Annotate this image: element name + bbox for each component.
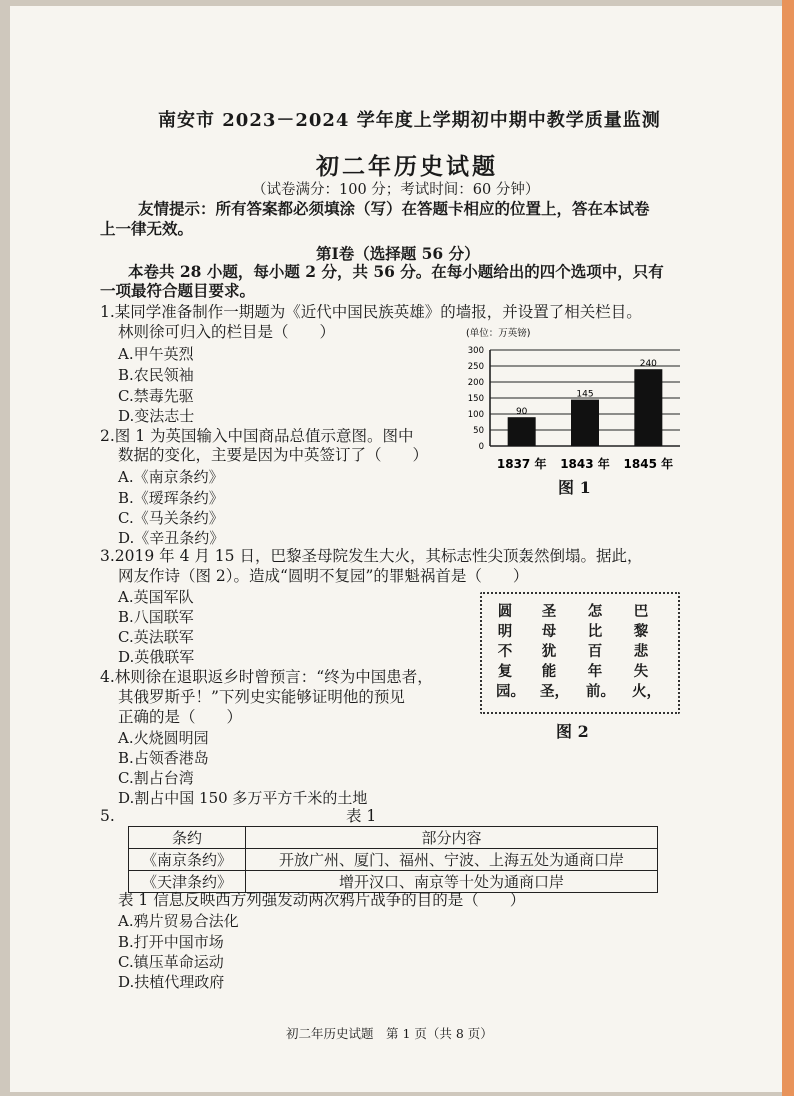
table-header-treaty: 条约 xyxy=(129,827,246,849)
table-cell: 《南京条约》 xyxy=(129,849,246,871)
table-cell: 增开汉口、南京等十处为通商口岸 xyxy=(246,871,658,893)
q3-option-c: C.英法联军 xyxy=(118,628,194,646)
q5-option-c: C.镇压革命运动 xyxy=(118,953,224,971)
poem-line-3: 圣母犹能圣， xyxy=(540,603,569,700)
poem-line-4: 圆明不复园。 xyxy=(496,603,525,700)
q5-option-a: A.鸦片贸易合法化 xyxy=(118,912,239,930)
chart-y-tick-label: 250 xyxy=(467,362,484,372)
q2-option-c: C.《马关条约》 xyxy=(118,509,224,527)
table-row xyxy=(129,849,658,871)
section-title: 第Ⅰ卷（选择题 56 分） xyxy=(316,244,480,263)
q4-stem-3: 正确的是（ ） xyxy=(118,708,243,726)
orange-edge xyxy=(782,0,794,1096)
table-1-caption: 表 1 xyxy=(346,807,377,825)
q1-option-a: A.甲午英烈 xyxy=(118,345,194,363)
q5-stem: 表 1 信息反映西方列强发动两次鸦片战争的目的是（ ） xyxy=(118,891,526,909)
chart-x-tick-label: 1837 年 xyxy=(496,457,547,471)
poem-figure-2 xyxy=(480,592,680,714)
table-cell: 开放广州、厦门、福州、宁波、上海五处为通商口岸 xyxy=(246,849,658,871)
section-intro-1: 本卷共 28 小题，每小题 2 分，共 56 分。在每小题给出的四个选项中，只有 xyxy=(128,262,664,281)
q4-option-c: C.割占台湾 xyxy=(118,769,194,787)
q3-stem-2: 网友作诗（图 2）。造成“圆明不复园”的罪魁祸首是（ ） xyxy=(118,567,529,585)
q5-option-d: D.扶植代理政府 xyxy=(118,973,225,991)
chart-x-tick-label: 1843 年 xyxy=(560,457,610,471)
q2-option-a: A.《南京条约》 xyxy=(118,468,224,486)
page-footer: 初二年历史试题 第 1 页（共 8 页） xyxy=(286,1026,493,1041)
chart-y-tick-label: 300 xyxy=(467,346,484,356)
table-cell: 《天津条约》 xyxy=(129,871,246,893)
chart-y-tick-label: 0 xyxy=(478,442,484,452)
figure-1-chart xyxy=(460,322,690,502)
chart-y-tick-label: 200 xyxy=(467,378,484,388)
table-header-content: 部分内容 xyxy=(246,827,658,849)
q2-option-d: D.《辛丑条约》 xyxy=(118,529,225,547)
q4-option-a: A.火烧圆明园 xyxy=(118,729,209,747)
table-header-row xyxy=(129,827,658,849)
poem-line-2: 怎比百年前。 xyxy=(586,603,615,700)
chart-data-label: 90 xyxy=(515,407,528,418)
tip-line-2: 上一律无效。 xyxy=(100,219,194,238)
figure-2-caption: 图 2 xyxy=(556,722,589,741)
q2-stem-2: 数据的变化，主要是因为中英签订了（ ） xyxy=(118,446,429,464)
chart-bar xyxy=(634,369,662,446)
q5-option-b: B.打开中国市场 xyxy=(118,933,224,951)
q3-option-a: A.英国军队 xyxy=(118,588,194,606)
table-1 xyxy=(128,826,658,893)
tip-line-1: 友情提示：所有答案都必须填涂（写）在答题卡相应的位置上，答在本试卷 xyxy=(138,199,650,218)
exam-title: 南安市 2023－2024 学年度上学期初中期中教学质量监测 xyxy=(158,110,661,131)
chart-data-label: 145 xyxy=(576,389,594,400)
section-intro-2: 一项最符合题目要求。 xyxy=(100,281,256,300)
q1-option-c: C.禁毒先驱 xyxy=(118,387,194,405)
chart-y-tick-label: 50 xyxy=(473,426,484,436)
chart-bar xyxy=(571,400,599,446)
q1-stem-2: 林则徐可归入的栏目是（ ） xyxy=(118,323,336,341)
score-info: （试卷满分：100 分；考试时间：60 分钟） xyxy=(252,182,540,198)
q1-option-b: B.农民领袖 xyxy=(118,366,194,384)
chart-y-unit: (单位：万英镑) xyxy=(466,328,531,339)
q4-option-b: B.占领香港岛 xyxy=(118,749,209,767)
q4-option-d: D.割占中国 150 多万平方千米的土地 xyxy=(118,789,368,807)
figure-1-caption: 图 1 xyxy=(558,478,591,497)
chart-y-tick-label: 100 xyxy=(467,410,484,420)
poem-line-1: 巴黎悲失火， xyxy=(632,603,661,700)
chart-bar xyxy=(508,417,536,446)
exam-subtitle: 初二年历史试题 xyxy=(316,153,498,180)
q2-option-b: B.《瑷珲条约》 xyxy=(118,489,224,507)
chart-y-tick-label: 150 xyxy=(467,394,484,404)
q4-stem-2: 其俄罗斯乎！”下列史实能够证明他的预见 xyxy=(118,688,405,706)
exam-page xyxy=(10,6,782,1092)
q2-stem-1: 2.图 1 为英国输入中国商品总值示意图。图中 xyxy=(100,427,414,445)
q3-option-b: B.八国联军 xyxy=(118,608,194,626)
q3-stem-1: 3.2019 年 4 月 15 日，巴黎圣母院发生大火，其标志性尖顶轰然倒塌。据此， xyxy=(100,547,643,565)
q1-stem-1: 1.某同学准备制作一期题为《近代中国民族英雄》的墙报，并设置了相关栏目。 xyxy=(100,303,642,321)
q4-stem-1: 4.林则徐在退职返乡时曾预言：“终为中国患者， xyxy=(100,668,433,686)
q1-option-d: D.变法志士 xyxy=(118,407,195,425)
q3-option-d: D.英俄联军 xyxy=(118,648,195,666)
chart-data-label: 240 xyxy=(639,359,657,370)
q5-number: 5. xyxy=(100,807,115,825)
chart-x-tick-label: 1845 年 xyxy=(623,457,674,471)
